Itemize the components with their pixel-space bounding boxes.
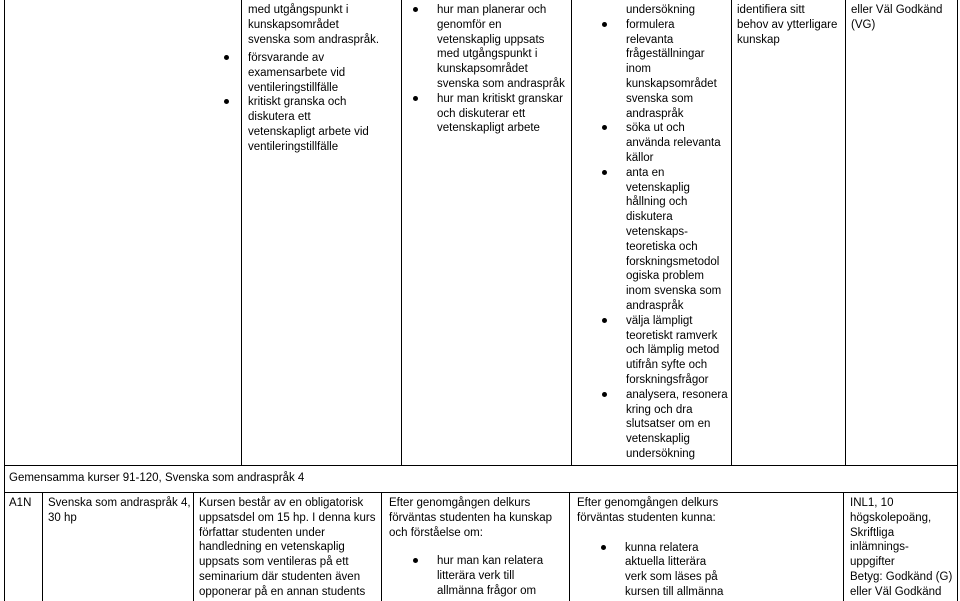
grid-line bbox=[569, 492, 570, 601]
text-line: förväntas studenten ha kunskap bbox=[389, 511, 553, 524]
list-item bbox=[411, 92, 571, 136]
text-line: vetenskaplig bbox=[626, 181, 690, 194]
grid-line bbox=[845, 0, 846, 466]
list-item bbox=[600, 121, 730, 165]
text-line: Svenska som andraspråk 4, bbox=[48, 497, 191, 509]
grid-line bbox=[4, 0, 5, 601]
grid-line bbox=[401, 0, 402, 466]
text-line: seminarium där studenten även bbox=[199, 570, 361, 583]
grid-line bbox=[957, 0, 958, 601]
text-line: svenska som bbox=[626, 92, 694, 105]
course-knowledge bbox=[389, 496, 569, 599]
list-item bbox=[411, 554, 569, 598]
text-line: analysera, resonera bbox=[626, 388, 728, 401]
text-line: teoretiskt ramverk bbox=[626, 329, 718, 342]
text-line: förväntas studenten kunna: bbox=[577, 511, 716, 524]
text-line: hållning och bbox=[626, 196, 688, 209]
text-line: A1N bbox=[9, 497, 32, 509]
text-line: kritiskt granska och bbox=[248, 96, 347, 109]
list-item bbox=[600, 388, 730, 462]
text-line: aktuella litterära bbox=[625, 556, 707, 569]
learning-outcomes-cell bbox=[248, 3, 400, 47]
text-line: verk som läses på bbox=[625, 571, 718, 584]
text-line: vetenskapligt arbete bbox=[437, 122, 540, 135]
list-item bbox=[222, 95, 400, 154]
course-description bbox=[199, 496, 381, 600]
section-header bbox=[9, 471, 949, 486]
text-line: kunskapsområdet bbox=[626, 77, 717, 90]
text-line: undersökning bbox=[626, 4, 696, 16]
grid-line bbox=[381, 492, 382, 601]
text-line: identifiera sitt bbox=[737, 4, 805, 16]
text-line: Efter genomgången delkurs bbox=[389, 497, 531, 509]
text-line: genomför en bbox=[437, 18, 502, 31]
text-line: försvarande av bbox=[248, 52, 325, 64]
text-line: söka ut och bbox=[626, 122, 685, 135]
text-line: inlämnings- bbox=[850, 541, 909, 554]
text-line: kunna relatera bbox=[625, 541, 699, 554]
text-line: andraspråk bbox=[626, 107, 684, 120]
grading-cell bbox=[851, 3, 957, 33]
grid-line bbox=[731, 0, 732, 466]
text-line: högskolepoäng, bbox=[850, 511, 932, 524]
text-line: allmänna frågor om bbox=[437, 584, 537, 597]
text-line: Efter genomgången delkurs bbox=[577, 497, 719, 509]
grid-line bbox=[4, 465, 958, 466]
text-line: uppgifter bbox=[850, 556, 895, 569]
list-item bbox=[600, 314, 730, 388]
text-line: hur man kan relatera bbox=[437, 555, 544, 568]
text-line: handledning en vetenskaplig bbox=[199, 541, 345, 554]
text-line: vetenskaplig bbox=[626, 433, 690, 446]
text-line: hur man kritiskt granskar bbox=[437, 92, 563, 105]
text-line: Skriftliga bbox=[850, 526, 895, 539]
text-line: ventileringstillfälle bbox=[248, 81, 339, 94]
course-assessment bbox=[850, 496, 957, 600]
text-line: ventileringstillfälle bbox=[248, 140, 339, 153]
knowledge-cell bbox=[411, 3, 571, 136]
cell-text bbox=[248, 3, 400, 47]
course-level bbox=[9, 496, 41, 511]
text-line: forskningsmetodol bbox=[626, 255, 720, 268]
text-line: kursen till allmänna bbox=[625, 585, 724, 598]
text-line: frågeställningar bbox=[626, 48, 705, 61]
text-line: relevanta bbox=[626, 33, 674, 46]
text-line: formulera bbox=[626, 18, 675, 31]
text-line: inom bbox=[626, 63, 651, 76]
list-item bbox=[411, 3, 571, 92]
text-line: behov av ytterligare bbox=[737, 18, 838, 31]
text-line: kunskap bbox=[737, 33, 780, 46]
text-line: och lämplig metod bbox=[626, 344, 720, 357]
text-line: Gemensamma kurser 91-120, Svenska som andraspråk 4 bbox=[9, 472, 305, 484]
text-line: andraspråk bbox=[626, 299, 684, 312]
text-line: Kursen består av en obligatorisk bbox=[199, 497, 364, 509]
text-line: undersökning bbox=[626, 447, 696, 460]
text-line: opponerar på en annan students bbox=[199, 585, 366, 598]
list-item bbox=[600, 18, 730, 122]
course-skills bbox=[577, 496, 843, 600]
text-line: och förståelse om: bbox=[389, 526, 483, 539]
skills-cell bbox=[600, 3, 730, 462]
text-line: diskutera ett bbox=[248, 111, 311, 124]
text-line: hur man planerar och bbox=[437, 4, 547, 16]
text-line: ogiska problem bbox=[626, 270, 704, 283]
judgement-cell bbox=[737, 3, 845, 47]
text-line: vetenskaps- bbox=[626, 225, 689, 238]
text-line: svenska som andraspråk. bbox=[248, 33, 380, 46]
text-line: inom svenska som bbox=[626, 285, 722, 298]
text-line: slutsatser om en bbox=[626, 418, 711, 431]
text-line: uppsatsdel om 15 hp. I denna kurs bbox=[199, 511, 376, 524]
text-line: svenska som andraspråk bbox=[437, 77, 565, 90]
text-line: uppsats som ventileras på ett bbox=[199, 556, 349, 569]
text-line: Betyg: Godkänd (G) bbox=[850, 570, 953, 583]
text-line: kring och dra bbox=[626, 403, 693, 416]
text-line: 30 hp bbox=[48, 511, 77, 524]
list-item bbox=[222, 51, 400, 95]
text-line: kunskapsområdet bbox=[437, 63, 528, 76]
text-line: kunskapsområdet bbox=[248, 18, 339, 31]
text-line: välja lämpligt bbox=[626, 314, 693, 327]
grid-line bbox=[42, 492, 43, 601]
text-line: och diskuterar ett bbox=[437, 107, 526, 120]
text-line: vetenskaplig uppsats bbox=[437, 33, 545, 46]
text-line: anta en bbox=[626, 166, 665, 179]
text-line: vetenskapligt arbete vid bbox=[248, 125, 369, 138]
text-line: eller Väl Godkänd bbox=[851, 4, 943, 16]
text-line: använda relevanta bbox=[626, 137, 721, 150]
text-line: med utgångspunkt i bbox=[248, 4, 349, 16]
learning-outcomes-list bbox=[222, 51, 400, 155]
list-item bbox=[599, 541, 843, 600]
text-line: (VG) bbox=[851, 18, 876, 31]
grid-line bbox=[4, 492, 958, 493]
text-line: examensarbete vid bbox=[248, 66, 346, 79]
text-line: diskutera bbox=[626, 211, 673, 224]
text-line: med utgångspunkt i bbox=[437, 48, 538, 61]
course-name bbox=[48, 496, 193, 526]
text-line: teoretiska och bbox=[626, 240, 698, 253]
text-line: forskningsfrågor bbox=[626, 373, 709, 386]
list-item bbox=[600, 166, 730, 314]
text-line: källor bbox=[626, 151, 654, 164]
grid-line bbox=[843, 492, 844, 601]
text-line: INL1, 10 bbox=[850, 497, 894, 509]
grid-line bbox=[571, 0, 572, 466]
grid-line bbox=[193, 492, 194, 601]
text-line: litterära verk till bbox=[437, 570, 515, 583]
text-line: eller Väl Godkänd bbox=[850, 585, 942, 598]
text-line: utifrån syfte och bbox=[626, 359, 708, 372]
text-line: författar studenten under bbox=[199, 526, 325, 539]
